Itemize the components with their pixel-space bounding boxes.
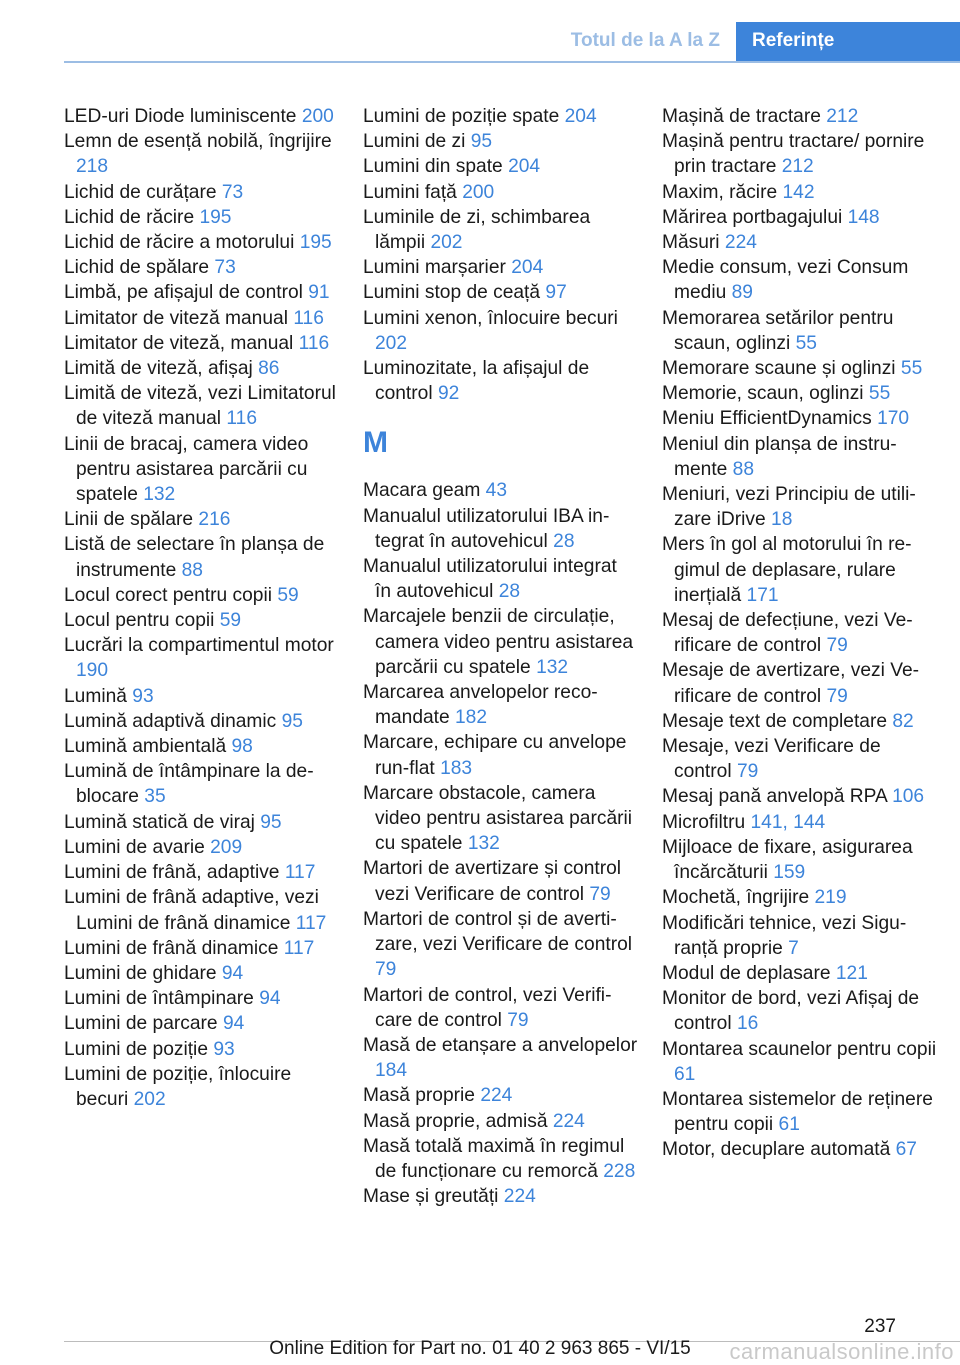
index-entry-term: Lumină de întâmpinare la deblocare xyxy=(64,761,314,808)
index-page-link[interactable]: 55 xyxy=(795,332,817,354)
index-entry-term: Memorie, scaun, oglinzi xyxy=(662,383,864,405)
index-page-link[interactable]: 89 xyxy=(731,282,753,304)
index-entry xyxy=(363,129,638,154)
index-entry-term: Lumini din spate xyxy=(363,156,503,178)
index-entry xyxy=(64,835,339,860)
index-entry xyxy=(662,230,937,255)
index-entry xyxy=(64,961,339,986)
index-entry-term: Listă de selectare în planșa de instrumente xyxy=(64,534,325,581)
index-entry xyxy=(662,810,937,835)
index-entry xyxy=(64,734,339,759)
header-rule xyxy=(64,61,960,63)
index-entry xyxy=(64,432,339,508)
index-entry xyxy=(363,205,638,255)
index-entry-term: Mijloace de fixare, asigurarea încărcăturii xyxy=(662,836,913,884)
index-page-link[interactable]: 121 xyxy=(835,962,868,984)
index-entry-term: Lumini de zi xyxy=(363,131,466,153)
index-page-link[interactable]: 82 xyxy=(892,710,914,732)
index-page-link[interactable]: 200 xyxy=(462,181,495,203)
index-entry xyxy=(662,1037,937,1087)
index-entry xyxy=(363,604,638,680)
index-page-link[interactable]: 94 xyxy=(222,1013,245,1035)
index-entry-term: Marcarea anvelopelor recomandate xyxy=(363,682,598,729)
index-page-link[interactable]: 117 xyxy=(283,937,315,959)
index-entry xyxy=(363,104,638,129)
index-page-link[interactable]: 61 xyxy=(778,1114,800,1136)
index-page-link[interactable]: 79 xyxy=(375,959,397,981)
index-page-link[interactable]: 73 xyxy=(214,257,236,279)
index-entry xyxy=(64,986,339,1011)
index-page-link[interactable]: 204 xyxy=(508,156,541,178)
index-page-link[interactable]: 228 xyxy=(603,1160,636,1182)
index-entry-term: Lumini de frână dinamice xyxy=(64,937,279,959)
index-entry xyxy=(363,1083,638,1108)
index-entry xyxy=(363,856,638,906)
index-entry-term: Lumină ambientală xyxy=(64,736,227,758)
index-entry-term: Mesaje, vezi Verificare de control xyxy=(662,736,881,783)
index-entry-term: Mașină de tractare xyxy=(662,106,821,127)
index-entry-term: Limitator de viteză, manual xyxy=(64,332,294,354)
index-page-link[interactable]: 132 xyxy=(467,833,500,855)
index-page-link[interactable]: 73 xyxy=(221,181,244,203)
index-page-link[interactable]: 92 xyxy=(437,383,460,405)
index-entry-term: Meniu EfficientDynamics xyxy=(662,408,872,430)
index-entry-term: Lumină adaptivă dinamic xyxy=(64,710,277,732)
index-entry xyxy=(64,810,339,835)
index-entry-term: Lumini de frână, adaptive xyxy=(64,862,280,884)
index-page-link[interactable]: 88 xyxy=(181,559,203,581)
edition-note: Online Edition for Part no. 01 40 2 963 865 - VI/15 xyxy=(269,1338,691,1359)
index-entry-term: Locul pentru copii xyxy=(64,610,215,632)
index-entry-term: Lumină xyxy=(64,685,127,707)
index-entry-term: Monitor de bord, vezi Afișaj de control xyxy=(662,988,920,1035)
index-entry xyxy=(363,730,638,780)
index-page-link[interactable]: 170 xyxy=(877,408,910,430)
index-entry-term: Modul de deplasare xyxy=(662,962,831,984)
index-entry xyxy=(64,255,339,280)
index-page-link[interactable]: 190 xyxy=(76,660,109,682)
index-entry xyxy=(662,734,937,784)
index-entry xyxy=(662,885,937,910)
index-page-link[interactable]: 195 xyxy=(299,232,332,254)
index-page-link[interactable]: 79 xyxy=(507,1009,529,1031)
chapter-tab: Referințe xyxy=(736,22,960,63)
index-page-link[interactable]: 132 xyxy=(143,484,176,506)
index-entry-term: Lumini de parcare xyxy=(64,1013,218,1035)
index-page-link[interactable]: 94 xyxy=(221,962,244,984)
index-entry-term: Lumini stop de ceață xyxy=(363,282,541,304)
index-page-link[interactable]: 117 xyxy=(284,862,316,884)
index-entry xyxy=(363,180,638,205)
index-entry-term: Mesaje de avertizare, vezi Verificare de control xyxy=(662,660,920,707)
index-page-link[interactable]: 184 xyxy=(375,1060,408,1082)
index-entry xyxy=(363,983,638,1033)
index-entry xyxy=(363,504,638,554)
index-entry xyxy=(662,532,937,608)
index-entry-term: Medie consum, vezi Consum mediu xyxy=(662,257,909,304)
index-entry-term: Mochetă, îngrijire xyxy=(662,887,810,909)
index-entry xyxy=(662,406,937,431)
index-page-link[interactable]: 209 xyxy=(210,836,243,858)
index-entry xyxy=(64,860,339,885)
index-page-link[interactable]: 79 xyxy=(826,685,848,707)
index-page-link[interactable]: 212 xyxy=(826,106,859,127)
index-page-link[interactable]: 219 xyxy=(814,887,847,909)
index-page-link[interactable]: 218 xyxy=(76,156,109,178)
index-entry-term: Linii de bracaj, camera video pentru asistarea parcării cu spatele xyxy=(64,433,309,506)
index-entry xyxy=(662,255,937,305)
index-page-link[interactable]: 88 xyxy=(732,458,755,480)
index-page-link[interactable]: 95 xyxy=(470,131,493,153)
index-entry xyxy=(363,154,638,179)
index-entry xyxy=(64,936,339,961)
index-entry-term: Limitator de viteză manual xyxy=(64,307,288,329)
index-page-link[interactable]: 61 xyxy=(674,1063,696,1085)
index-page-link[interactable]: 159 xyxy=(773,862,806,884)
index-entry-term: Manualul utilizatorului integrat în autovehicul xyxy=(363,556,617,603)
index-entry-term: Lemn de esență nobilă, îngrijire xyxy=(64,131,332,153)
index-entry xyxy=(363,1109,638,1134)
index-entry xyxy=(662,1137,937,1162)
index-entry xyxy=(363,1033,638,1083)
index-entry-term: Marcajele benzii de circulație, camera video pentru asistarea parcării cu spatele xyxy=(363,606,634,678)
index-entry-term: Locul corect pentru copii xyxy=(64,584,272,606)
index-entry-term: Motor, decuplare automată xyxy=(662,1139,891,1161)
index-page-link[interactable]: 224 xyxy=(724,232,757,254)
index-entry-term: Meniul din planșa de instrumente xyxy=(662,433,897,480)
index-page-link[interactable]: 59 xyxy=(219,610,242,632)
index-page-link[interactable]: 98 xyxy=(231,736,253,758)
index-page-link[interactable]: 16 xyxy=(736,1013,759,1035)
index-entry-term: Lumini de poziție xyxy=(64,1038,208,1060)
index-entry xyxy=(64,180,339,205)
index-entry xyxy=(64,583,339,608)
section-name: Totul de la A la Z xyxy=(570,30,720,51)
index-entry xyxy=(64,532,339,582)
index-page-link[interactable]: 95 xyxy=(260,811,282,833)
index-entry xyxy=(662,1087,937,1137)
index-entry-term: LED-uri Diode luminiscente xyxy=(64,106,297,127)
index-entry-term: Mesaje text de completare xyxy=(662,710,888,732)
index-page-link[interactable]: 224 xyxy=(503,1186,536,1208)
index-page-link[interactable]: 202 xyxy=(133,1088,166,1110)
index-entry-term: Luminozitate, la afișajul de control xyxy=(363,358,590,405)
index-column-2 xyxy=(363,104,638,1209)
index-entry xyxy=(662,961,937,986)
index-entry-term: Mărirea portbagajului xyxy=(662,206,843,228)
index-entry xyxy=(64,129,339,179)
index-entry xyxy=(662,205,937,230)
index-entry xyxy=(64,1062,339,1112)
index-page-link[interactable]: 28 xyxy=(498,581,521,603)
index-entry xyxy=(64,885,339,935)
index-entry xyxy=(662,784,937,809)
index-entry xyxy=(64,306,339,331)
index-entry-term: Lumină statică de viraj xyxy=(64,811,255,833)
index-page-link[interactable]: 79 xyxy=(589,883,611,905)
index-entry-term: Lumini marșarier xyxy=(363,257,506,279)
index-entry-term: Lucrări la compartimentul motor xyxy=(64,635,334,657)
index-entry-term: Macara geam xyxy=(363,480,481,502)
index-page-link[interactable]: 55 xyxy=(868,383,891,405)
index-entry-term: Martori de control, vezi Verificare de control xyxy=(363,984,612,1031)
index-entry xyxy=(662,658,937,708)
index-entry xyxy=(64,759,339,809)
index-page-link[interactable]: 224 xyxy=(480,1085,513,1107)
index-page-link[interactable]: 132 xyxy=(536,656,569,678)
index-entry-term: Lichid de spălare xyxy=(64,257,210,279)
index-entry xyxy=(662,432,937,482)
index-page-link[interactable]: 117 xyxy=(295,912,327,934)
index-entry-term: Lumini xenon, înlocuire becuri xyxy=(363,307,618,329)
index-entry xyxy=(64,230,339,255)
index-page-link[interactable]: 43 xyxy=(485,480,507,502)
index-page-link[interactable]: 195 xyxy=(199,206,232,228)
page-header xyxy=(0,0,960,62)
index-entry-term: Lumini de poziție spate xyxy=(363,106,560,127)
index-page-link[interactable]: 204 xyxy=(511,257,544,279)
index-entry-term: Luminile de zi, schimbarea lămpii xyxy=(363,206,591,254)
index-letter-heading: M xyxy=(363,426,388,460)
index-entry xyxy=(64,381,339,431)
index-entry xyxy=(662,608,937,658)
index-column-3 xyxy=(662,104,937,1163)
index-entry xyxy=(64,608,339,633)
index-entry-term: Mers în gol al motorului în regimul de deplasare, rulare inerțială xyxy=(662,534,912,606)
index-entry xyxy=(363,680,638,730)
index-entry xyxy=(64,709,339,734)
index-page-link[interactable]: 224 xyxy=(552,1110,585,1132)
index-entry xyxy=(662,129,937,179)
index-entry xyxy=(662,986,937,1036)
index-page-link[interactable]: 182 xyxy=(455,707,488,729)
index-entry xyxy=(662,104,937,129)
index-entry-term: Limită de viteză, afișaj xyxy=(64,358,253,380)
index-entry xyxy=(662,381,937,406)
index-page-link[interactable]: 86 xyxy=(258,358,280,380)
index-entry xyxy=(363,781,638,857)
index-entry-term: Mesaj de defecțiune, vezi Verificare de control xyxy=(662,610,913,657)
index-page-link[interactable]: 94 xyxy=(259,988,281,1010)
watermark: carmanualsonline.info xyxy=(729,1339,954,1364)
index-page-link[interactable]: 79 xyxy=(736,761,759,783)
index-entry xyxy=(662,911,937,961)
index-entry-term: Lumini față xyxy=(363,181,457,203)
index-page-link[interactable]: 171 xyxy=(746,584,779,606)
index-entry-term: Lichid de răcire a motorului xyxy=(64,232,295,254)
index-page-link[interactable]: 7 xyxy=(788,937,799,959)
index-entry-term: Microfiltru xyxy=(662,811,746,833)
index-entry xyxy=(662,180,937,205)
index-entry xyxy=(64,356,339,381)
index-entry-term: Maxim, răcire xyxy=(662,181,778,203)
index-entry-term: Lichid de răcire xyxy=(64,206,195,228)
index-entry-term: Lumini de ghidare xyxy=(64,962,217,984)
index-page-link[interactable]: 212 xyxy=(781,156,814,178)
index-page-link[interactable]: 183 xyxy=(440,757,473,779)
index-entry xyxy=(662,482,937,532)
index-entry xyxy=(64,104,339,129)
index-page-link[interactable]: 93 xyxy=(213,1038,235,1060)
index-entry-term: Mesaj pană anvelopă RPA xyxy=(662,786,887,808)
index-entry-term: Manualul utilizatorului IBA integrat în autovehicul xyxy=(363,505,610,552)
index-entry-term: Masă totală maximă în regimul de funcționare cu remorcă xyxy=(363,1135,625,1182)
index-entry-term: Linii de spălare xyxy=(64,509,194,531)
index-entry xyxy=(64,1037,339,1062)
index-entry xyxy=(363,554,638,604)
index-entry-term: Martori de control și de avertizare, vezi Verificare de control xyxy=(363,908,633,956)
index-page-link[interactable]: 18 xyxy=(771,509,793,531)
index-entry xyxy=(662,709,937,734)
index-entry xyxy=(363,1134,638,1184)
index-page-link[interactable]: 200 xyxy=(301,106,334,127)
index-entry xyxy=(363,1184,638,1209)
index-page-link[interactable]: 148 xyxy=(847,206,880,228)
index-entry-term: Lumini de frână adaptive, vezi Lumini de frână dinamice xyxy=(64,887,319,934)
index-entry-term: Montarea scaunelor pentru copii xyxy=(662,1038,937,1060)
index-page-link[interactable]: 35 xyxy=(144,786,166,808)
index-entry xyxy=(363,255,638,280)
index-page-link[interactable]: 116 xyxy=(226,408,257,430)
index-entry-term: Masă proprie xyxy=(363,1085,475,1107)
index-entry-term: Meniuri, vezi Principiu de utilizare iDrive xyxy=(662,484,916,531)
index-page-link[interactable]: 106 xyxy=(892,786,925,808)
index-page-link[interactable]: 91 xyxy=(308,282,330,304)
index-page-link[interactable]: 116 xyxy=(293,307,324,329)
index-entry-term: Limită de viteză, vezi Limitatorul de viteză manual xyxy=(64,383,336,430)
index-page-link[interactable]: 93 xyxy=(132,685,154,707)
index-entry xyxy=(363,356,638,406)
index-entry xyxy=(64,507,339,532)
index-page-link[interactable]: 79 xyxy=(826,635,848,657)
index-entry-term: Marcare, echipare cu anvelope run-flat xyxy=(363,732,627,779)
index-entry xyxy=(64,1011,339,1036)
index-entry xyxy=(64,205,339,230)
index-entry-term: Martori de avertizare și control vezi Verificare de control xyxy=(363,858,622,905)
index-page-link[interactable]: 97 xyxy=(545,282,567,304)
index-entry-term: Marcare obstacole, camera video pentru asistarea parcării cu spatele xyxy=(363,782,633,855)
index-page-link[interactable]: 141, 144 xyxy=(750,811,826,833)
index-page-link[interactable]: 216 xyxy=(198,509,231,531)
index-page-link[interactable]: 67 xyxy=(895,1139,917,1161)
index-entry xyxy=(363,478,638,503)
index-page-link[interactable]: 28 xyxy=(553,530,575,552)
index-entry-term: Modificări tehnice, vezi Siguranță proprie xyxy=(662,912,907,959)
index-entry xyxy=(662,306,937,356)
index-entry-term: Lichid de curățare xyxy=(64,181,217,203)
index-page-link[interactable]: 116 xyxy=(298,332,330,354)
index-entry xyxy=(64,633,339,683)
page-number: 237 xyxy=(864,1316,896,1337)
index-entry-term: Montarea sistemelor de reținere pentru copii xyxy=(662,1088,933,1136)
index-entry xyxy=(363,907,638,983)
index-entry xyxy=(662,835,937,885)
index-column-1 xyxy=(64,104,339,1112)
index-entry-term: Lumini de întâmpinare xyxy=(64,988,254,1010)
index-entry-term: Mașină pentru tractare/ pornire prin tractare xyxy=(662,131,925,178)
index-page-link[interactable]: 95 xyxy=(281,710,303,732)
index-page-link[interactable]: 204 xyxy=(564,106,597,127)
index-entry-term: Măsuri xyxy=(662,232,720,254)
index-entry-term: Memorare scaune și oglinzi xyxy=(662,358,896,380)
index-entry xyxy=(363,306,638,356)
index-entry-term: Mase și greutăți xyxy=(363,1186,499,1208)
index-entry-term: Masă de etanșare a anvelopelor xyxy=(363,1034,638,1056)
index-entry xyxy=(64,684,339,709)
index-entry-term: Memorarea setărilor pentru scaun, oglinzi xyxy=(662,307,894,354)
index-page-link[interactable]: 142 xyxy=(782,181,815,203)
index-page-link[interactable]: 202 xyxy=(375,332,408,354)
index-entry-term: Masă proprie, admisă xyxy=(363,1110,548,1132)
index-entry-term: Limbă, pe afișajul de control xyxy=(64,282,303,304)
index-page-link[interactable]: 202 xyxy=(430,232,463,254)
index-page-link[interactable]: 59 xyxy=(277,584,299,606)
index-entry-term: Lumini de avarie xyxy=(64,836,205,858)
index-page-link[interactable]: 55 xyxy=(900,358,923,380)
index-entry-term: Lumini de poziție, înlocuire becuri xyxy=(64,1063,292,1110)
index-entry xyxy=(363,280,638,305)
index-entry xyxy=(662,356,937,381)
index-entry xyxy=(64,331,339,356)
index-entry xyxy=(64,280,339,305)
